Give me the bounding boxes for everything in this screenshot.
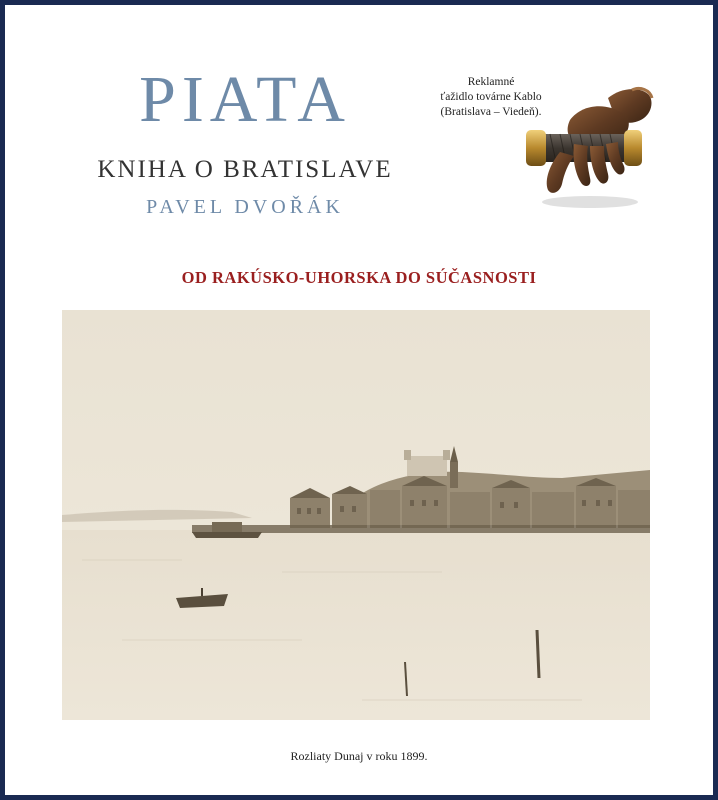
paperweight-image [520,80,660,215]
historical-photo [62,310,650,720]
photo-caption: Rozliaty Dunaj v roku 1899. [290,749,428,763]
book-tagline: OD RAKÚSKO-UHORSKA DO SÚČASNOSTI [181,268,537,287]
object-caption-line: Reklamné [467,76,515,88]
book-page [5,5,713,795]
book-author: PAVEL DVOŘÁK [146,196,344,218]
object-caption-line: (Bratislava – Viedeň). [440,106,542,118]
book-title: PIATA [139,63,351,136]
object-caption-line: ťažidlo továrne Kablo [440,91,542,103]
book-subtitle: KNIHA O BRATISLAVE [97,156,393,183]
